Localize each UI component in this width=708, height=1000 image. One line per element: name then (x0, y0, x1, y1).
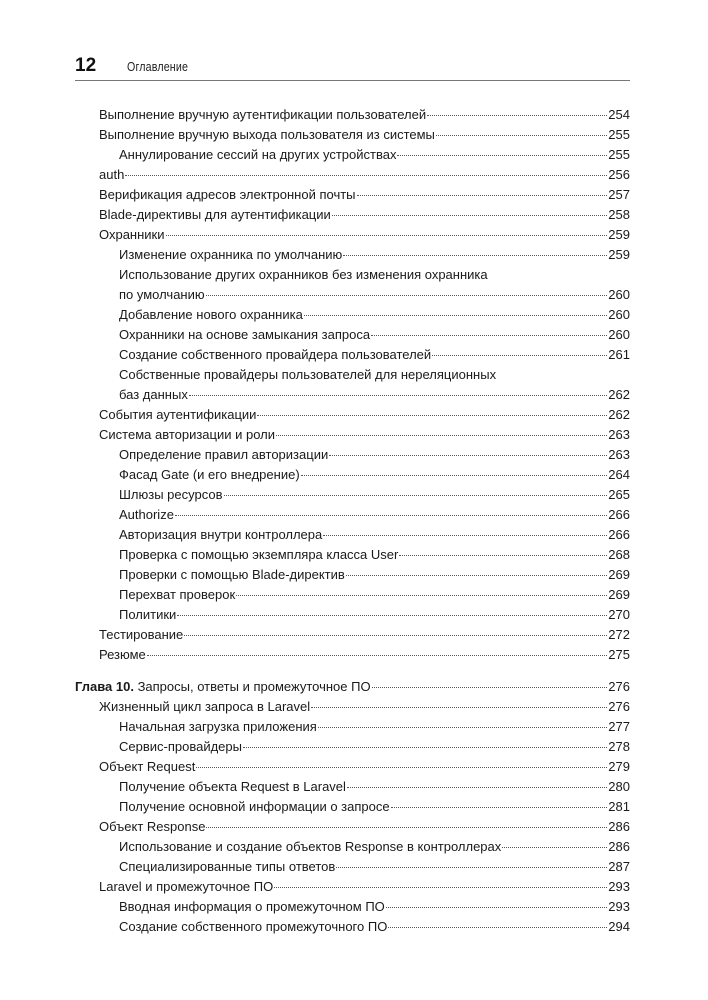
entry-page: 255 (608, 147, 630, 162)
toc-entry[interactable] (75, 425, 630, 445)
toc-section-a (75, 105, 630, 665)
entry-title: Объект Request (99, 759, 196, 774)
entry-page: 277 (608, 719, 630, 734)
leader-dots (147, 654, 608, 656)
leader-dots (336, 866, 607, 868)
entry-page: 294 (608, 919, 630, 934)
entry-title: Шлюзы ресурсов (119, 487, 223, 502)
chapter-page: 276 (608, 679, 630, 694)
chapter-gap (75, 665, 630, 677)
entry-title: Использование и создание объектов Response в контроллерах (119, 839, 502, 854)
entry-title: Жизненный цикл запроса в Laravel (99, 699, 311, 714)
entry-title: Объект Response (99, 819, 206, 834)
entry-page: 260 (608, 287, 630, 302)
toc-entry[interactable] (75, 857, 630, 877)
toc-entry[interactable] (75, 505, 630, 525)
entry-page: 286 (608, 819, 630, 834)
entry-page: 269 (608, 567, 630, 582)
toc-entry[interactable] (75, 185, 630, 205)
toc-entry[interactable] (75, 205, 630, 225)
entry-page: 281 (608, 799, 630, 814)
entry-page: 286 (608, 839, 630, 854)
entry-title: Получение основной информации о запросе (119, 799, 390, 814)
toc-entry[interactable] (75, 265, 630, 305)
leader-dots (436, 134, 607, 136)
toc-entry[interactable] (75, 465, 630, 485)
leader-dots (318, 726, 607, 728)
entry-page: 268 (608, 547, 630, 562)
entry-page: 275 (608, 647, 630, 662)
entry-title: Специализированные типы ответов (119, 859, 336, 874)
entry-title: Тестирование (99, 627, 184, 642)
table-of-contents (75, 105, 630, 937)
leader-dots (236, 594, 607, 596)
entry-title: auth (99, 167, 125, 182)
entry-title: Проверки с помощью Blade-директив (119, 567, 345, 582)
toc-entry[interactable] (75, 405, 630, 425)
leader-dots (257, 414, 607, 416)
leader-dots (206, 826, 607, 828)
leader-dots (276, 434, 607, 436)
entry-page: 259 (608, 247, 630, 262)
entry-page: 256 (608, 167, 630, 182)
entry-page: 278 (608, 739, 630, 754)
entry-title: Верификация адресов электронной почты (99, 187, 356, 202)
entry-page: 263 (608, 447, 630, 462)
toc-entry[interactable] (75, 225, 630, 245)
leader-dots (427, 114, 607, 116)
entry-page: 270 (608, 607, 630, 622)
leader-dots (206, 294, 608, 296)
leader-dots (189, 394, 607, 396)
entry-page: 263 (608, 427, 630, 442)
entry-page: 266 (608, 507, 630, 522)
entry-title: Сервис-провайдеры (119, 739, 242, 754)
entry-page: 261 (608, 347, 630, 362)
entry-page: 262 (608, 387, 630, 402)
entry-title: Аннулирование сессий на других устройствах (119, 147, 397, 162)
leader-dots (432, 354, 607, 356)
entry-title: Охранники (99, 227, 165, 242)
leader-dots (177, 614, 607, 616)
leader-dots (243, 746, 607, 748)
leader-dots (386, 906, 608, 908)
toc-chapter-row[interactable] (75, 677, 630, 697)
toc-entry[interactable] (75, 105, 630, 125)
toc-entry[interactable] (75, 645, 630, 665)
leader-dots (304, 314, 607, 316)
page-header (75, 55, 635, 79)
toc-entry[interactable] (75, 717, 630, 737)
chapter-label: Глава 10. (75, 679, 134, 694)
toc-entry[interactable] (75, 145, 630, 165)
toc-entry[interactable] (75, 625, 630, 645)
entry-title: Охранники на основе замыкания запроса (119, 327, 371, 342)
leader-dots (166, 234, 608, 236)
leader-dots (175, 514, 607, 516)
leader-dots (371, 334, 607, 336)
entry-title: по умолчанию (119, 287, 205, 302)
entry-title: Изменение охранника по умолчанию (119, 247, 343, 262)
entry-title: Blade-директивы для аутентификации (99, 207, 331, 222)
entry-title: Вводная информация о промежуточном ПО (119, 899, 385, 914)
toc-entry[interactable] (75, 125, 630, 145)
entry-page: 272 (608, 627, 630, 642)
leader-dots (332, 214, 608, 216)
entry-title-line1: Использование других охранников без изменения охранника (119, 267, 488, 282)
leader-dots (346, 574, 607, 576)
leader-dots (343, 254, 607, 256)
toc-entry[interactable] (75, 245, 630, 265)
toc-section-b (75, 697, 630, 937)
entry-page: 254 (608, 107, 630, 122)
leader-dots (347, 786, 607, 788)
entry-page: 287 (608, 859, 630, 874)
entry-page: 257 (608, 187, 630, 202)
leader-dots (397, 154, 607, 156)
entry-title: Выполнение вручную аутентификации пользователей (99, 107, 427, 122)
entry-title: Начальная загрузка приложения (119, 719, 317, 734)
toc-entry[interactable] (75, 585, 630, 605)
leader-dots (274, 886, 607, 888)
leader-dots (372, 686, 608, 688)
entry-title: Laravel и промежуточное ПО (99, 879, 274, 894)
running-title: Оглавление (127, 59, 189, 74)
leader-dots (399, 554, 607, 556)
entry-page: 276 (608, 699, 630, 714)
toc-entry[interactable] (75, 837, 630, 857)
entry-page: 264 (608, 467, 630, 482)
entry-page: 265 (608, 487, 630, 502)
toc-entry[interactable] (75, 485, 630, 505)
toc-entry[interactable] (75, 777, 630, 797)
toc-entry[interactable] (75, 445, 630, 465)
entry-title: Система авторизации и роли (99, 427, 276, 442)
leader-dots (357, 194, 608, 196)
entry-page: 258 (608, 207, 630, 222)
entry-title: События аутентификации (99, 407, 257, 422)
entry-title: Политики (119, 607, 177, 622)
toc-entry[interactable] (75, 545, 630, 565)
entry-title: Создание собственного провайдера пользователей (119, 347, 432, 362)
toc-entry[interactable] (75, 757, 630, 777)
leader-dots (125, 174, 607, 176)
header-rule (75, 80, 630, 81)
entry-page: 262 (608, 407, 630, 422)
leader-dots (224, 494, 608, 496)
entry-title: Резюме (99, 647, 146, 662)
leader-dots (502, 846, 607, 848)
toc-entry[interactable] (75, 525, 630, 545)
entry-title: Получение объекта Request в Laravel (119, 779, 346, 794)
page-number: 12 (75, 55, 97, 76)
toc-entry[interactable] (75, 897, 630, 917)
entry-title: Определение правил авторизации (119, 447, 329, 462)
entry-page: 266 (608, 527, 630, 542)
toc-entry[interactable] (75, 345, 630, 365)
entry-page: 293 (608, 879, 630, 894)
toc-entry[interactable] (75, 165, 630, 185)
entry-page: 255 (608, 127, 630, 142)
entry-page: 269 (608, 587, 630, 602)
entry-title-line1: Собственные провайдеры пользователей для нереляционных (119, 367, 497, 382)
toc-entry[interactable] (75, 917, 630, 937)
toc-entry[interactable] (75, 605, 630, 625)
leader-dots (323, 534, 607, 536)
entry-page: 280 (608, 779, 630, 794)
toc-entry[interactable] (75, 325, 630, 345)
entry-title: Выполнение вручную выхода пользователя из системы (99, 127, 435, 142)
leader-dots (196, 766, 607, 768)
leader-dots (184, 634, 607, 636)
toc-entry[interactable] (75, 877, 630, 897)
toc-entry[interactable] (75, 565, 630, 585)
entry-page: 260 (608, 327, 630, 342)
leader-dots (388, 926, 607, 928)
leader-dots (301, 474, 608, 476)
entry-title: Фасад Gate (и его внедрение) (119, 467, 300, 482)
leader-dots (311, 706, 607, 708)
entry-title: Перехват проверок (119, 587, 236, 602)
entry-title: Проверка с помощью экземпляра класса User (119, 547, 399, 562)
entry-page: 259 (608, 227, 630, 242)
toc-entry[interactable] (75, 817, 630, 837)
entry-page: 260 (608, 307, 630, 322)
entry-page: 279 (608, 759, 630, 774)
entry-title: Добавление нового охранника (119, 307, 303, 322)
entry-title: Авторизация внутри контроллера (119, 527, 323, 542)
leader-dots (329, 454, 607, 456)
toc-entry[interactable] (75, 305, 630, 325)
entry-page: 293 (608, 899, 630, 914)
toc-entry[interactable] (75, 365, 630, 405)
chapter-title: Запросы, ответы и промежуточное ПО (133, 679, 371, 694)
toc-entry[interactable] (75, 797, 630, 817)
toc-entry[interactable] (75, 697, 630, 717)
leader-dots (391, 806, 608, 808)
entry-title: Authorize (119, 507, 174, 522)
entry-title: Создание собственного промежуточного ПО (119, 919, 388, 934)
toc-entry[interactable] (75, 737, 630, 757)
entry-title: баз данных (119, 387, 188, 402)
